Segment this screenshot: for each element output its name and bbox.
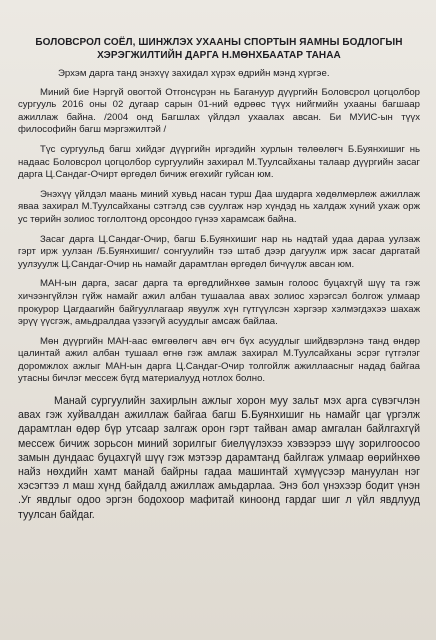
title-line-1: БОЛОВСРОЛ СОЁЛ, ШИНЖЛЭХ УХААНЫ СПОРТЫН ЯАМНЫ БОДЛОГЫН bbox=[35, 37, 403, 48]
paragraph-large: Манай сургуулийн захирлын ажлыг хорон муу зальт мэх арга сүвэгчлэн авах гэж хуйвалдан ажиллаж байгаа багш Б.Буянхишиг нь намайг цаг үргэлж дарамтлан өдөр бүр утсаар залгаж орон гэрт тайван амар амгалан байлгахгүй мессеж бичиж зорьсон миний зорилгыг биелүүлэхээ хэвээрээ шүү зорилгоосоо замын дундаас буцахгүй шүү гэж мэтээр дарамтанд байлгаж улмаар өөрийнхөө найз нөхдийн хамт манай байрны гадаа машинтай хүмүүсээр мануулан нэг хэсэгтээ л маш хүнд байдалд ажиллаж амьдарлаа. Энэ бол үнэхээр бодит үнэн .Уг явдлыг одоо эргэн бодохоор мафитай киноонд гардаг шиг л үйл явдлууд туулсан байдаг. bbox=[18, 395, 420, 521]
title-line-2: ХЭРЭГЖИЛТИЙН ДАРГА Н.МӨНХБААТАР ТАНАА bbox=[97, 50, 341, 61]
paragraph: МАН-ын дарга, засаг дарга та өргөдлийнхөө замын голоос буцахгүй шүү та гэж хичээнгүйлэн гүйж намайг ажил албан тушаалаа авах золиос хэрэгсэл болгож улмаар прокурор Цагдаагийн байгууллагаар явуулж хүн гүтгүүлсэн хэргээр хэлмэгдэхээ шахаж эрүү үүсгэж, амьдралдаа үзээгүй асуудлыг амсаж байлаа. bbox=[18, 278, 420, 328]
paragraph: Энэхүү үйлдэл маань миний хувьд насан турш Даа шударга хөдөлмөрлөж ажиллаж яваа захирал М.Туулсайханы сэтгэлд сэв суулгаж нэр хүндэд нь халдаж хүний ухаж орж ус төрийн золиос тоглолтонд орсондоо гүнээ харамсаж байна. bbox=[18, 188, 420, 225]
paragraph: Засаг дарга Ц.Сандаг-Очир, багш Б.Буянхишиг нар нь надтай удаа дараа уулзаж гэрт ирж уулзан /Б.Буянхишиг/ сонгуулийн тээ штаб дээр дагуулж ирж засаг даргатай уулзуулж Ц.Сандаг-Очир нь намайг дарамтлан өргөдөл бичүүлж авсан юм. bbox=[18, 233, 420, 270]
greeting: Эрхэм дарга танд энэхүү захидал хүрэх өдрийн мэнд хүргэе. bbox=[58, 68, 330, 79]
paragraph: Түс сургуульд багш хийдэг дүүргийн иргэдийн хурлын төлөөлөгч Б.Буянхишиг нь надаас Боловсрол цогцолбор сургуулийн захирал М.Туулсайханы талаар дүүргийн засаг дарга Ц.Сандаг-Очирт өргөдөл бичиж өгөхийг гуйсан юм. bbox=[18, 143, 420, 181]
paragraph: Мөн дүүргийн МАН-аас өмгөөлөгч авч өгч бүх асуудлыг шийдвэрлэнэ танд өндөр цалинтай ажил албан тушаал өгнө гэж амлаж захирал М.Туулсайханы эсрэг гүтгэлэг доромжлох ажлыг МАН-ын дарга Ц.Сандаг-Очир толгойлж ажиллаасныг надад байгаа утасны бичлэг мессеж бүгд материалууд нотлох болно. bbox=[18, 335, 420, 385]
letter-title bbox=[18, 36, 420, 62]
paragraph: Миний бие Нэргүй овогтой Отгонсүрэн нь Багануур дүүргийн Боловсрол цогцолбор сургууль 2016 оны 02 дугаар сарын 01-ний өдрөөс түүх нийгмийн ухааны багшаар ажиллаж байна. /2004 онд Багшлах үйлдэл ухаалах авсан. Би МУИС-ын түүх философийн багш мэргэжилтэй / bbox=[18, 86, 420, 136]
